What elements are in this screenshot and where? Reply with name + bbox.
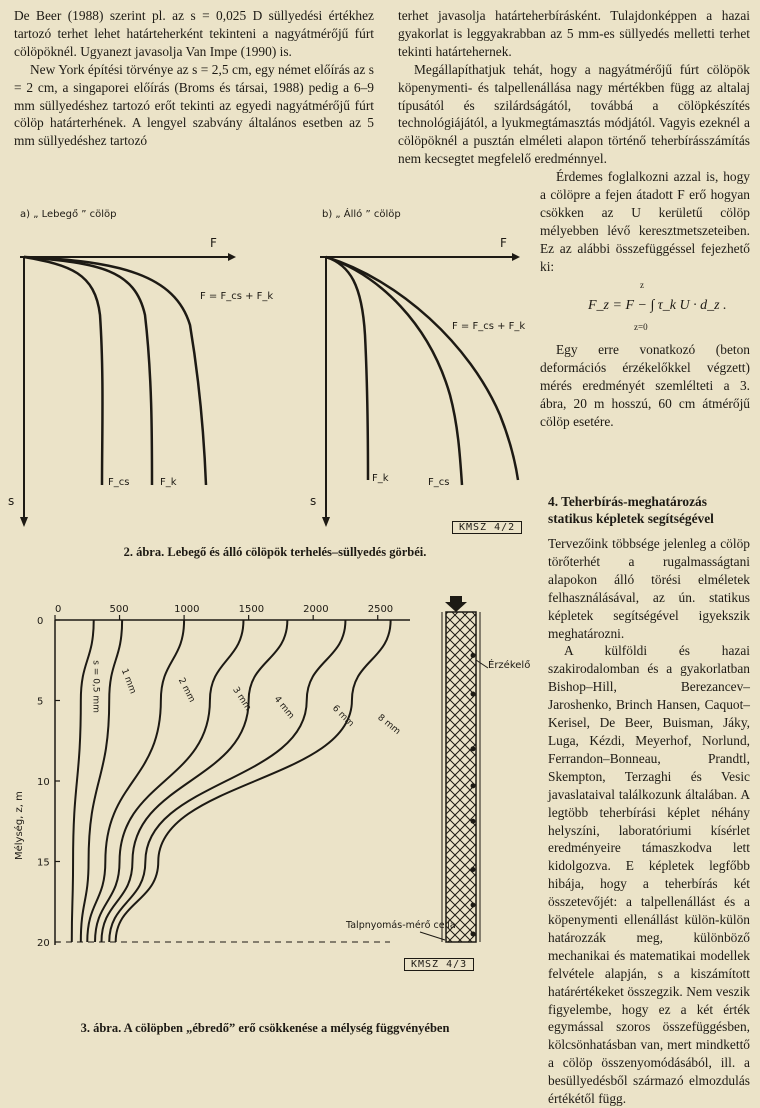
- paragraph: Megállapíthatjuk tehát, hogy a nagyátmérőjű fúrt cölöpök köpenymenti- és talpellenállása nagy mértékben függ az altalaj típusától és szilárdságától, továbbá a cölöpkészítés technológiájától, a lyukmegtámasztás módjától. Vagyis ezeknél a cölöpöknél a pusztán elméleti alapon történő teherbírásszámítás nem kecsegtet megfelelő eredménnyel.: [398, 61, 750, 167]
- fig3-x-tick-label: 2500: [367, 604, 394, 615]
- fig3-curve-label: 2 mm: [175, 676, 197, 705]
- fig2-caption: 2. ábra. Lebegő és álló cölöpök terhelés–süllyedés görbéi.: [123, 545, 427, 559]
- fig3-axes: [55, 620, 410, 945]
- paragraph: A külföldi és hazai szakirodalomban és a gyakorlatban Bishop–Hill, Berezancev–Jaroshenko, Brinch Hansen, Caquot–Kerisel, De Beer, Buisman, Jáky, Luga, Kézdi, Meyerhof, Norlund, Ferrandon–Bonneau, Prandtl, Skempton, Terzaghi és Vesic javaslataival találkozunk általában. A legtöbb teherbírási képlet néhány helyszíni, laboratóriumi kísérlet eredményeire támaszkodva lett kidolgozva. E képletek legfőbb hibája, hogy a teherbírás két összetevőjét: a talpellenállást és a köpenymenti ellenállást külön-külön határozzák meg, különböző mechanikai és matematikai modellek felvétele alapján, s a kiszámított határértékeket összegzik. Nem veszik figyelembe, hogy ez a két érték egymással szoros összefüggésben, kölcsönhatásban van, mert mindkettő a cölöp összenyomódásából, ill. a besüllyedésből származó elmozdulás értékétől függ.: [548, 643, 750, 1107]
- fig3-x-tick-label: 1000: [174, 604, 200, 615]
- sensor-dot: [471, 653, 476, 658]
- fig3-x-tick-label: 500: [109, 604, 129, 615]
- fig3-caption: 3. ábra. A cölöpben „ébredő” erő csökkenése a mélység függvényében: [80, 1021, 450, 1035]
- fig3-y-tick-label: 10: [37, 777, 50, 788]
- sensor-leader: [476, 660, 488, 668]
- fig3-x-tick-label: 1500: [238, 604, 265, 615]
- sensor-dot: [471, 867, 476, 872]
- fig3-curve: [95, 620, 243, 942]
- sensor-dot: [471, 746, 476, 751]
- fig3-x-tick-label: 2000: [303, 604, 329, 615]
- sensor-dot: [471, 692, 476, 697]
- right-column-mid: [540, 168, 750, 431]
- fig3-curve-label: s = 0,5 mm: [90, 660, 101, 713]
- load-arrow-icon: [445, 596, 467, 612]
- cell-leader: [420, 932, 445, 940]
- fig3-curve-label: 4 mm: [271, 694, 296, 722]
- fig3-curve-label: 6 mm: [329, 703, 356, 730]
- formula-upper-limit: z: [640, 280, 644, 291]
- sensor-dot: [471, 783, 476, 788]
- fig3-y-tick-label: 0: [37, 616, 44, 627]
- fig3-curve: [81, 620, 122, 942]
- fig3-stamp: KMSZ 4/3: [404, 958, 474, 971]
- fig3-x-tick-label: 0: [55, 604, 62, 615]
- sensor-label: Érzékelő: [488, 660, 531, 671]
- sensor-dot: [471, 819, 476, 824]
- fig2b-s-label: s: [310, 494, 317, 508]
- fig2a-fcs-label: F_cs: [108, 477, 130, 488]
- fig3-curve-label: 8 mm: [375, 712, 402, 737]
- pile-body: [446, 612, 476, 942]
- fig3-y-tick-label: 15: [37, 857, 50, 869]
- fig3-curve-label: 3 mm: [230, 685, 253, 713]
- fig3-y-ticks: [37, 616, 60, 949]
- fig3-x-ticks: [55, 604, 393, 620]
- fig3-y-label: Mélység, z, m: [14, 791, 25, 860]
- fig3-y-tick-label: 20: [37, 938, 50, 949]
- fig2-label-a: a) „ Lebegő ” cölöp: [20, 209, 117, 220]
- paragraph: Tervezőink többsége jelenleg a cölöp törőterhét a rugalmasságtani alapokon álló törési elméletek felhasználásával, az ún. statikus képletek segítségével igyekszik meghatározni.: [548, 536, 750, 641]
- right-column-low: [548, 485, 750, 1108]
- cell-label: Talpnyomás-mérő cella: [346, 920, 456, 931]
- fig3-curve: [87, 620, 184, 942]
- formula: [540, 281, 750, 333]
- fig3-curves: [72, 620, 402, 942]
- fig2-stamp: KMSZ 4/2: [452, 521, 522, 534]
- fig2b-fcs-label: F_cs: [428, 477, 450, 488]
- paragraph: De Beer (1988) szerint pl. az s = 0,025 D süllyedési értékhez tartozó terhet lehet határteherként tekinteni a nagyátmérőjű fúrt cölöpöknél. Ugyanezt javasolja Van Impe (1990) is.: [14, 8, 374, 59]
- formula-lower-limit: z=0: [634, 322, 648, 333]
- fig2b-sum-label: F = F_cs + F_k: [452, 321, 526, 332]
- formula-expression: F_z = F − ∫ τ_k U · d_z .: [588, 298, 727, 314]
- fig3-curve-label: 1 mm: [118, 667, 138, 696]
- fig3-curve: [116, 620, 391, 942]
- sensor-dot: [471, 902, 476, 907]
- paragraph: New York építési törvénye az s = 2,5 cm, egy német előírás az s = 2 cm, a singaporei előírás (Broms és társai, 1988) pedig a 6–9 mm süllyedéshez tartozó erőt tekinti az egyedi nagyátmérőjű fúrt cölöp határterhének. A lengyel szabvány általános esetben az 5 mm süllyedéshez tartozó: [14, 61, 374, 149]
- paragraph: Egy erre vonatkozó (beton deformációs érzékelőkkel végzett) mérés eredményét szemlélteti a 3. ábra, 20 m hosszú, 60 cm átmérőjű cölöp esetére.: [540, 342, 750, 430]
- section-heading: 4. Teherbírás-meghatározás statikus képletek segítségével: [548, 494, 714, 526]
- paragraph: Érdemes foglalkozni azzal is, hogy a cölöpre a fejen átadott F erő hogyan csökken az U kerületű cölöp mélyebben lévő keresztmetszeteiben. Ez az alábbi összefüggéssel fejezhető ki:: [540, 169, 750, 274]
- fig3-y-tick-label: 5: [37, 696, 44, 708]
- fig2a-f-label: F: [210, 236, 217, 250]
- fig2b-f-label: F: [500, 236, 507, 250]
- fig2b-fk-label: F_k: [372, 473, 389, 484]
- sensor-dot: [471, 931, 476, 936]
- fig2-label-b: b) „ Álló ” cölöp: [322, 209, 401, 220]
- fig2a-s-label: s: [8, 494, 15, 508]
- paragraph: terhet javasolja határteherbírásként. Tulajdonképpen a hazai gyakorlat is leggyakrabban az 5 mm-es süllyedés melletti terhet tekinti határtehernek.: [398, 8, 750, 59]
- fig2a-fk-label: F_k: [160, 477, 177, 488]
- fig2a-sum-label: F = F_cs + F_k: [200, 291, 274, 302]
